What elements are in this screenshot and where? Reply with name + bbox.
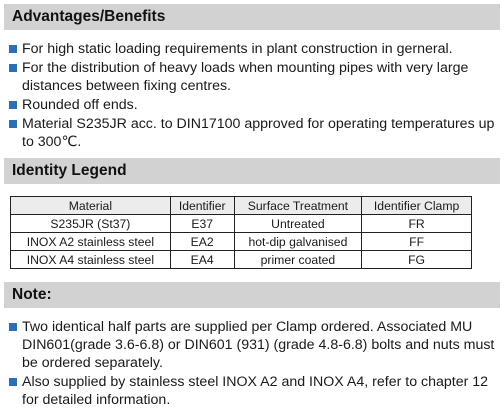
table-cell: hot-dip galvanised — [234, 233, 362, 251]
table-cell: Untreated — [234, 215, 362, 233]
section-heading-note: Note: — [4, 282, 500, 308]
list-item-text: Also supplied by stainless steel INOX A2 and INOX A4, refer to chapter 12 for detailed information. — [22, 374, 489, 408]
column-header-identifier: Identifier — [170, 197, 234, 215]
section-heading-advantages: Advantages/Benefits — [4, 4, 500, 30]
square-bullet-icon — [9, 378, 17, 386]
list-item — [8, 115, 500, 151]
list-item — [8, 40, 500, 58]
square-bullet-icon — [9, 45, 17, 53]
table-cell: INOX A4 stainless steel — [11, 251, 171, 269]
square-bullet-icon — [9, 323, 17, 331]
table-cell: S235JR (St37) — [11, 215, 171, 233]
column-header-identifier-clamp: Identifier Clamp — [362, 197, 472, 215]
table-cell: FG — [362, 251, 472, 269]
table-cell: EA4 — [170, 251, 234, 269]
table-cell: E37 — [170, 215, 234, 233]
table-cell: FF — [362, 233, 472, 251]
identity-legend-table — [10, 196, 472, 269]
advantages-list — [8, 40, 500, 152]
square-bullet-icon — [9, 101, 17, 109]
table-cell: primer coated — [234, 251, 362, 269]
square-bullet-icon — [9, 120, 17, 128]
list-item — [8, 59, 500, 95]
note-list — [8, 318, 500, 410]
column-header-surface-treatment: Surface Treatment — [234, 197, 362, 215]
table-cell: EA2 — [170, 233, 234, 251]
table-row — [11, 233, 472, 251]
list-item — [8, 318, 500, 372]
list-item-text: Material S235JR acc. to DIN17100 approved for operating temperatures up to 300℃. — [22, 116, 495, 150]
section-heading-identity-legend: Identity Legend — [4, 158, 500, 184]
list-item — [8, 373, 500, 409]
list-item-text: For the distribution of heavy loads when mounting pipes with very large distances between fixing centres. — [22, 60, 469, 94]
table-header-row — [11, 197, 472, 215]
table-row — [11, 251, 472, 269]
list-item — [8, 96, 500, 114]
table-cell: FR — [362, 215, 472, 233]
table-row — [11, 215, 472, 233]
list-item-text: Rounded off ends. — [22, 97, 138, 113]
list-item-text: For high static loading requirements in plant construction in gerneral. — [22, 41, 453, 57]
list-item-text: Two identical half parts are supplied per Clamp ordered. Associated MU DIN601(grade 3.6-6.8) or DIN601 (931) (grade 4.8-6.8) bolts and nuts must be ordered separately. — [22, 319, 495, 371]
table-cell: INOX A2 stainless steel — [11, 233, 171, 251]
column-header-material: Material — [11, 197, 171, 215]
square-bullet-icon — [9, 64, 17, 72]
